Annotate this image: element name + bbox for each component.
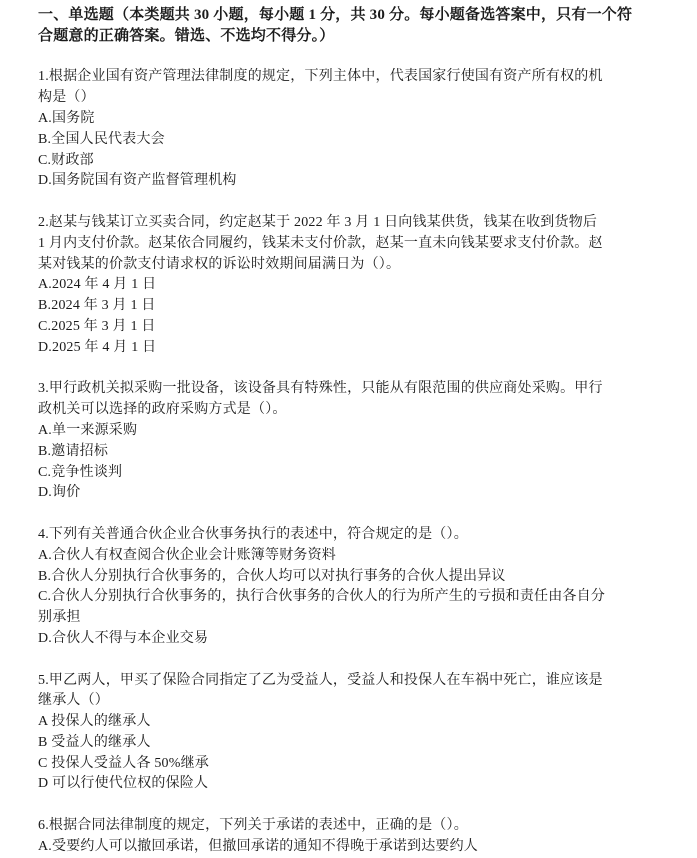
question-2-option-line: B.2024 年 3 月 1 日 [38, 298, 156, 314]
question-5-option-line: A 投保人的继承人 [38, 714, 151, 730]
blank-line [38, 192, 667, 213]
question-2-option-line: D.2025 年 4 月 1 日 [38, 339, 157, 355]
question-4-option-line: C.合伙人分别执行合伙事务的，执行合伙事务的合伙人的行为所产生的亏损和责任由各自分 [38, 589, 606, 605]
question-6-stem-line: 6.根据合同法律制度的规定，下列关于承诺的表述中，正确的是（）。 [38, 818, 468, 834]
question-5-option-line: C 投保人受益人各 50%继承 [38, 755, 209, 771]
question-1 [38, 47, 667, 193]
question-2-stem-line: 2.赵某与钱某订立买卖合同，约定赵某于 2022 年 3 月 1 日向钱某供货，钱某在收到货物后 [38, 214, 598, 230]
section-header [38, 5, 667, 47]
question-1-option-line: A.国务院 [38, 110, 95, 126]
question-1-stem-line: 构是（） [38, 90, 95, 106]
question-3-option-line: C.竞争性谈判 [38, 464, 123, 480]
question-4-option-line: D.合伙人不得与本企业交易 [38, 630, 209, 646]
blank-line [38, 504, 667, 525]
question-4-option-line: B.合伙人分别执行合伙事务的，合伙人均可以对执行事务的合伙人提出异议 [38, 568, 506, 584]
question-3-option-line: D.询价 [38, 485, 81, 501]
question-4-option-line: 别承担 [38, 610, 81, 626]
question-5-stem-line: 5.甲乙两人，甲买了保险合同指定了乙为受益人，受益人和投保人在车祸中死亡，谁应该是 [38, 672, 603, 688]
question-2-option-line: A.2024 年 4 月 1 日 [38, 277, 157, 293]
question-1-stem-line: 1.根据企业国有资产管理法律制度的规定，下列主体中，代表国家行使国有资产所有权的机 [38, 69, 603, 85]
question-3-stem-line: 政机关可以选择的政府采购方式是（）。 [38, 402, 287, 418]
question-1-option-line: D.国务院国有资产监督管理机构 [38, 173, 237, 189]
section-header-line: 一、单选题（本类题共 30 小题，每小题 1 分，共 30 分。每小题备选答案中，只有一个符 [38, 7, 633, 23]
question-5 [38, 650, 667, 796]
blank-line [38, 47, 667, 68]
question-5-option-line: B 受益人的继承人 [38, 734, 151, 750]
blank-line [38, 650, 667, 671]
question-4-stem-line: 4.下列有关普通合伙企业合伙事务执行的表述中，符合规定的是（）。 [38, 526, 468, 542]
question-3 [38, 359, 667, 505]
question-3-stem-line: 3.甲行政机关拟采购一批设备，该设备具有特殊性，只能从有限范围的供应商处采购。甲行 [38, 381, 603, 397]
question-4 [38, 504, 667, 650]
question-1-option-line: B.全国人民代表大会 [38, 131, 165, 147]
question-6 [38, 795, 667, 857]
question-2-stem-line: 某对钱某的价款支付请求权的诉讼时效期间届满日为（）。 [38, 256, 401, 272]
question-4-option-line: A.合伙人有权查阅合伙企业会计账簿等财务资料 [38, 547, 337, 563]
blank-line [38, 359, 667, 380]
question-3-option-line: A.单一来源采购 [38, 422, 138, 438]
question-2-option-line: C.2025 年 3 月 1 日 [38, 318, 156, 334]
question-3-option-line: B.邀请招标 [38, 443, 109, 459]
question-5-stem-line: 继承人（） [38, 693, 109, 709]
question-2 [38, 192, 667, 358]
blank-line [38, 795, 667, 816]
section-header-line: 合题意的正确答案。错选、不选均不得分。） [38, 27, 335, 44]
question-5-option-line: D 可以行使代位权的保险人 [38, 776, 209, 792]
question-2-stem-line: 1 月内支付价款。赵某依合同履约，钱某未支付价款，赵某一直未向钱某要求支付价款。赵 [38, 235, 603, 251]
question-6-option-line: A.受要约人可以撤回承诺，但撤回承诺的通知不得晚于承诺到达要约人 [38, 838, 479, 854]
question-1-option-line: C.财政部 [38, 152, 94, 168]
